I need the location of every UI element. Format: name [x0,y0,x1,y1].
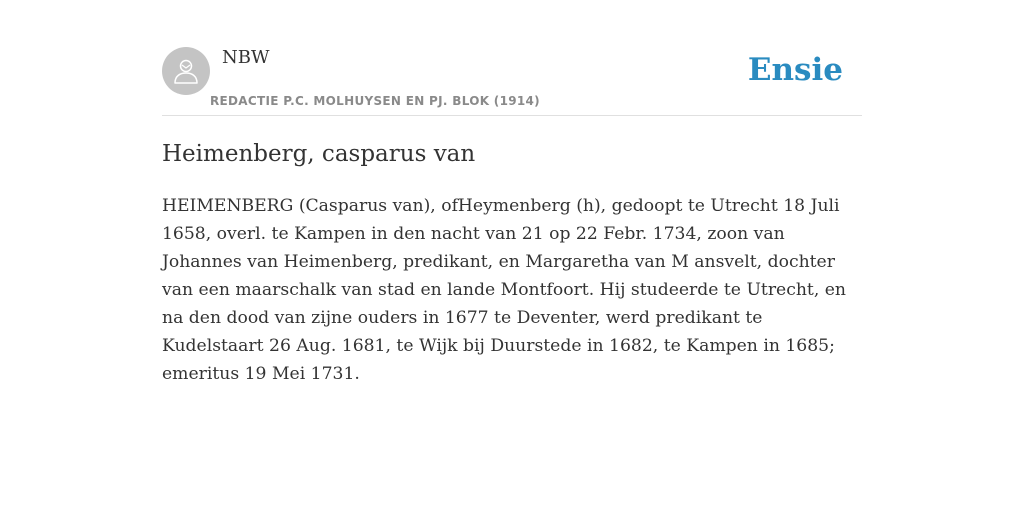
article-title: Heimenberg, casparus van [162,141,476,167]
header-divider [162,115,862,116]
brand-logo[interactable]: Ensie [747,52,843,88]
article-body: HEIMENBERG (Casparus van), ofHeymenberg (h), gedoopt te Utrecht 18 Juli 1658, overl. te Kampen in den nacht van 21 op 22 Febr. 1734, zoon van Johannes van Heimenberg, predikant, en Margaretha van M ansvelt, dochter van een maarschalk van stad en lande Montfoort. Hij studeerde te Utrecht, en na den dood van zijne ouders in 1677 te Deventer, werd predikant te Kudelstaart 26 Aug. 1681, te Wijk bij Duurstede in 1682, te Kampen in 1685; emeritus 19 Mei 1731. [162,196,846,384]
source-reference[interactable]: REDACTIE P.C. MOLHUYSEN EN PJ. BLOK (1914) [210,94,540,108]
author-name[interactable]: NBW [222,47,270,68]
user-icon [171,56,201,86]
author-avatar[interactable] [162,47,210,95]
article-page [162,0,862,512]
